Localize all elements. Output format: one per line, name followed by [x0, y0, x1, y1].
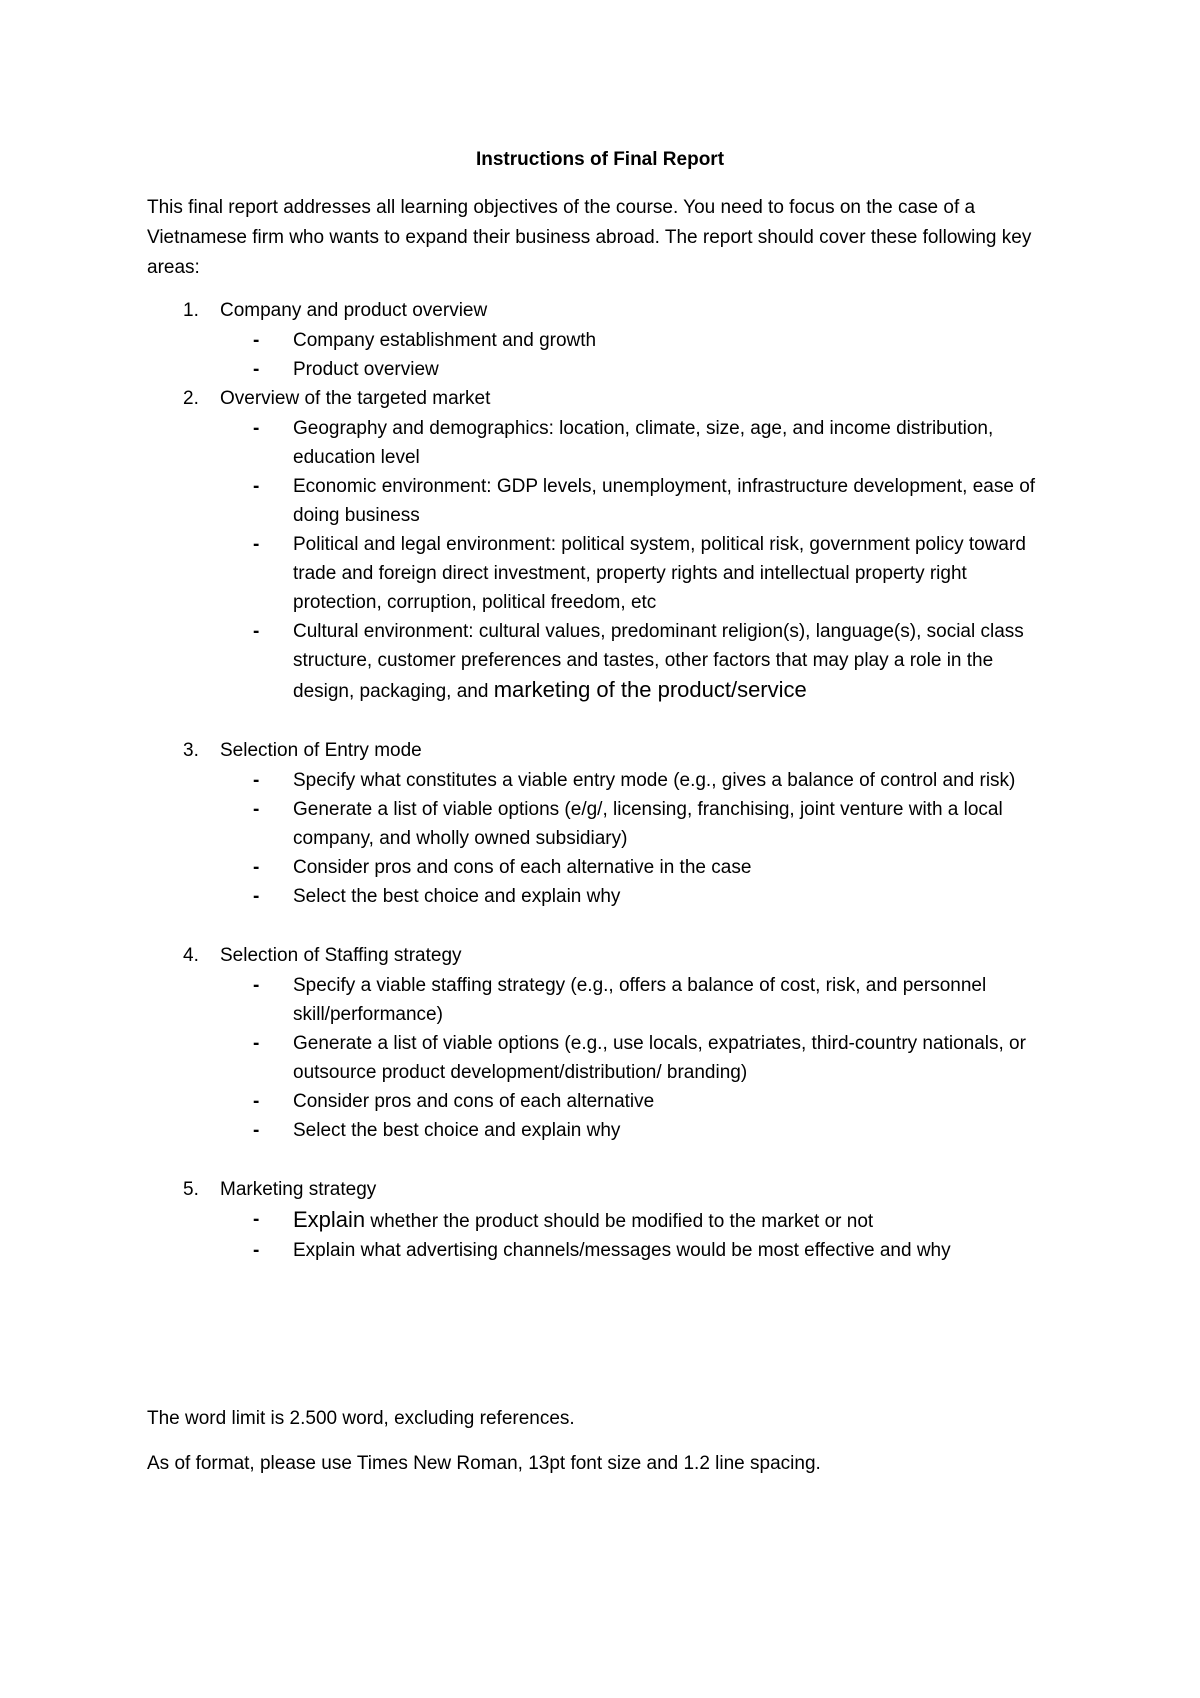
- list-item: - Specify what constitutes a viable entry mode (e.g., gives a balance of control and risk): [147, 766, 1077, 795]
- section-number: 4.: [183, 945, 199, 966]
- emphasized-text: marketing of the product/service: [493, 677, 807, 702]
- dash-marker: -: [253, 1209, 260, 1230]
- section-number: 2.: [183, 388, 199, 409]
- section-heading: Marketing strategy: [220, 1179, 377, 1200]
- document-title: Instructions of Final Report: [475, 149, 725, 170]
- list-item: - Select the best choice and explain why: [147, 1116, 1077, 1145]
- section-heading: Company and product overview: [220, 300, 488, 321]
- dash-marker: -: [253, 857, 260, 878]
- list-item: - Generate a list of viable options (e.g., use locals, expatriates, third-country nationals, or outsource product development/distribution/ branding): [147, 1029, 1077, 1087]
- dash-marker: -: [253, 476, 260, 497]
- list-item: - Generate a list of viable options (e/g/, licensing, franchising, joint venture with a local company, and wholly owned subsidiary): [147, 795, 1077, 853]
- dash-marker: -: [253, 1240, 260, 1261]
- section-number: 1.: [183, 300, 199, 321]
- section-targeted-market: [147, 384, 1077, 736]
- list-item: - Explain what advertising channels/messages would be most effective and why: [147, 1236, 1077, 1265]
- list-item: - Product overview: [147, 355, 1077, 384]
- dash-marker: -: [253, 359, 260, 380]
- section-entry-mode: [147, 736, 1077, 941]
- section-heading: Overview of the targeted market: [220, 388, 491, 409]
- dash-marker: -: [253, 1091, 260, 1112]
- dash-marker: -: [253, 1120, 260, 1141]
- dash-marker: -: [253, 886, 260, 907]
- dash-marker: -: [253, 418, 260, 439]
- list-item: - Economic environment: GDP levels, unemployment, infrastructure development, ease of doing business: [147, 472, 1077, 530]
- list-item: - Political and legal environment: political system, political risk, government policy toward trade and foreign direct investment, property rights and intellectual property right protection, corruption, political freedom, etc: [147, 530, 1077, 617]
- section-heading: Selection of Staffing strategy: [220, 945, 462, 966]
- dash-marker: -: [253, 1033, 260, 1054]
- list-item: - Cultural environment: cultural values, predominant religion(s), language(s), social class structure, customer preferences and tastes, other factors that may play a role in the design, packaging, and marketing of the product/service: [147, 617, 1077, 706]
- intro-paragraph: This final report addresses all learning objectives of the course. You need to focus on the case of a Vietnamese firm who wants to expand their business abroad. The report should cover these following key areas:: [147, 197, 1032, 278]
- list-item: - Consider pros and cons of each alternative: [147, 1087, 1077, 1116]
- dash-marker: -: [253, 330, 260, 351]
- list-item: - Explain whether the product should be modified to the market or not: [253, 1207, 874, 1232]
- list-item: - Select the best choice and explain why: [147, 882, 1077, 911]
- dash-marker: -: [253, 770, 260, 791]
- format-note: As of format, please use Times New Roman, 13pt font size and 1.2 line spacing.: [147, 1453, 821, 1474]
- list-item: - Company establishment and growth: [147, 326, 1077, 355]
- section-number: 5.: [183, 1179, 199, 1200]
- section-number: 3.: [183, 740, 199, 761]
- word-limit-note: The word limit is 2.500 word, excluding references.: [147, 1408, 575, 1429]
- section-marketing-strategy: [147, 1175, 1077, 1265]
- dash-marker: -: [253, 534, 260, 555]
- list-item: - Consider pros and cons of each alternative in the case: [147, 853, 1077, 882]
- emphasized-text: Explain: [293, 1207, 366, 1232]
- section-company-overview: [147, 296, 1077, 384]
- section-staffing-strategy: [147, 941, 1077, 1175]
- dash-marker: -: [253, 975, 260, 996]
- dash-marker: -: [253, 621, 260, 642]
- key-areas-list: [147, 296, 1077, 1265]
- list-item: - Geography and demographics: location, climate, size, age, and income distribution, education level: [147, 414, 1077, 472]
- section-heading: Selection of Entry mode: [220, 740, 422, 761]
- dash-marker: -: [253, 799, 260, 820]
- list-item: - Specify a viable staffing strategy (e.g., offers a balance of cost, risk, and personnel skill/performance): [147, 971, 1077, 1029]
